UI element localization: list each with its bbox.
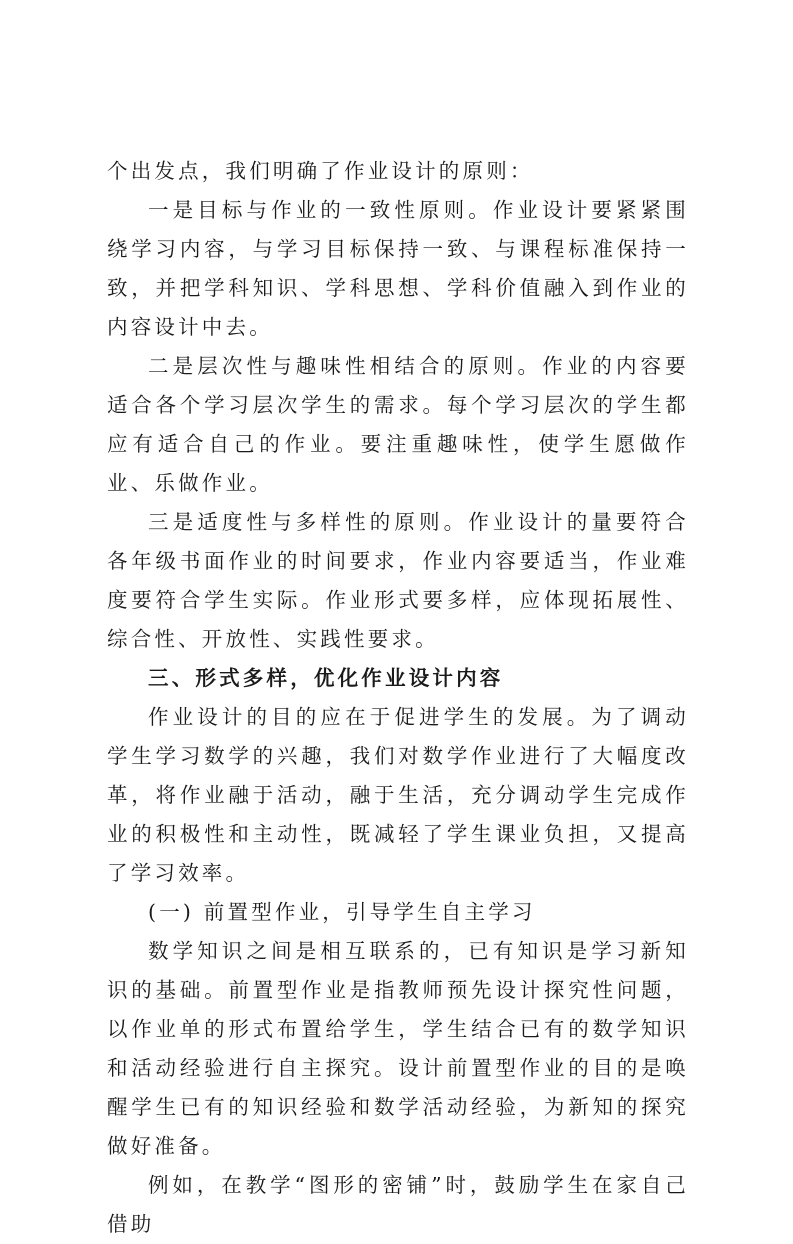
body-paragraph-principle-one: 一是目标与作业的一致性原则。作业设计要紧紧围绕学习内容，与学习目标保持一致、与课程标准保持一致，并把学科知识、学科思想、学科价值融入到作业的内容设计中去。	[107, 198, 689, 339]
body-paragraph-principle-two: 二是层次性与趣味性相结合的原则。作业的内容要适合各个学习层次学生的需求。每个学习层次的学生都应有适合自己的作业。要注重趣味性，使学生愿做作业、乐做作业。	[107, 354, 689, 495]
body-paragraph-example: 例如，在教学“图形的密铺”时，鼓励学生在家自己借助	[107, 1173, 689, 1236]
body-paragraph-principle-three: 三是适度性与多样性的原则。作业设计的量要符合各年级书面作业的时间要求，作业内容要适当，作业难度要符合学生实际。作业形式要多样，应体现拓展性、综合性、开放性、实践性要求。	[107, 510, 689, 651]
subsection-heading: (一) 前置型作业，引导学生自主学习	[148, 900, 536, 924]
document-body	[107, 152, 689, 1244]
body-paragraph-continuation: 个出发点，我们明确了作业设计的原则：	[107, 159, 534, 183]
body-paragraph-preview-homework: 数学知识之间是相互联系的，已有知识是学习新知识的基础。前置型作业是指教师预先设计探究性问题，以作业单的形式布置给学生，学生结合已有的数学知识和活动经验进行自主探究。设计前置型作业的目的是唤醒学生已有的知识经验和数学活动经验，为新知的探究做好准备。	[107, 939, 689, 1158]
section-heading: 三、形式多样，优化作业设计内容	[148, 666, 504, 690]
body-paragraph-purpose: 作业设计的目的应在于促进学生的发展。为了调动学生学习数学的兴趣，我们对数学作业进行了大幅度改革，将作业融于活动，融于生活，充分调动学生完成作业的积极性和主动性，既减轻了学生课业负担，又提高了学习效率。	[107, 705, 689, 885]
